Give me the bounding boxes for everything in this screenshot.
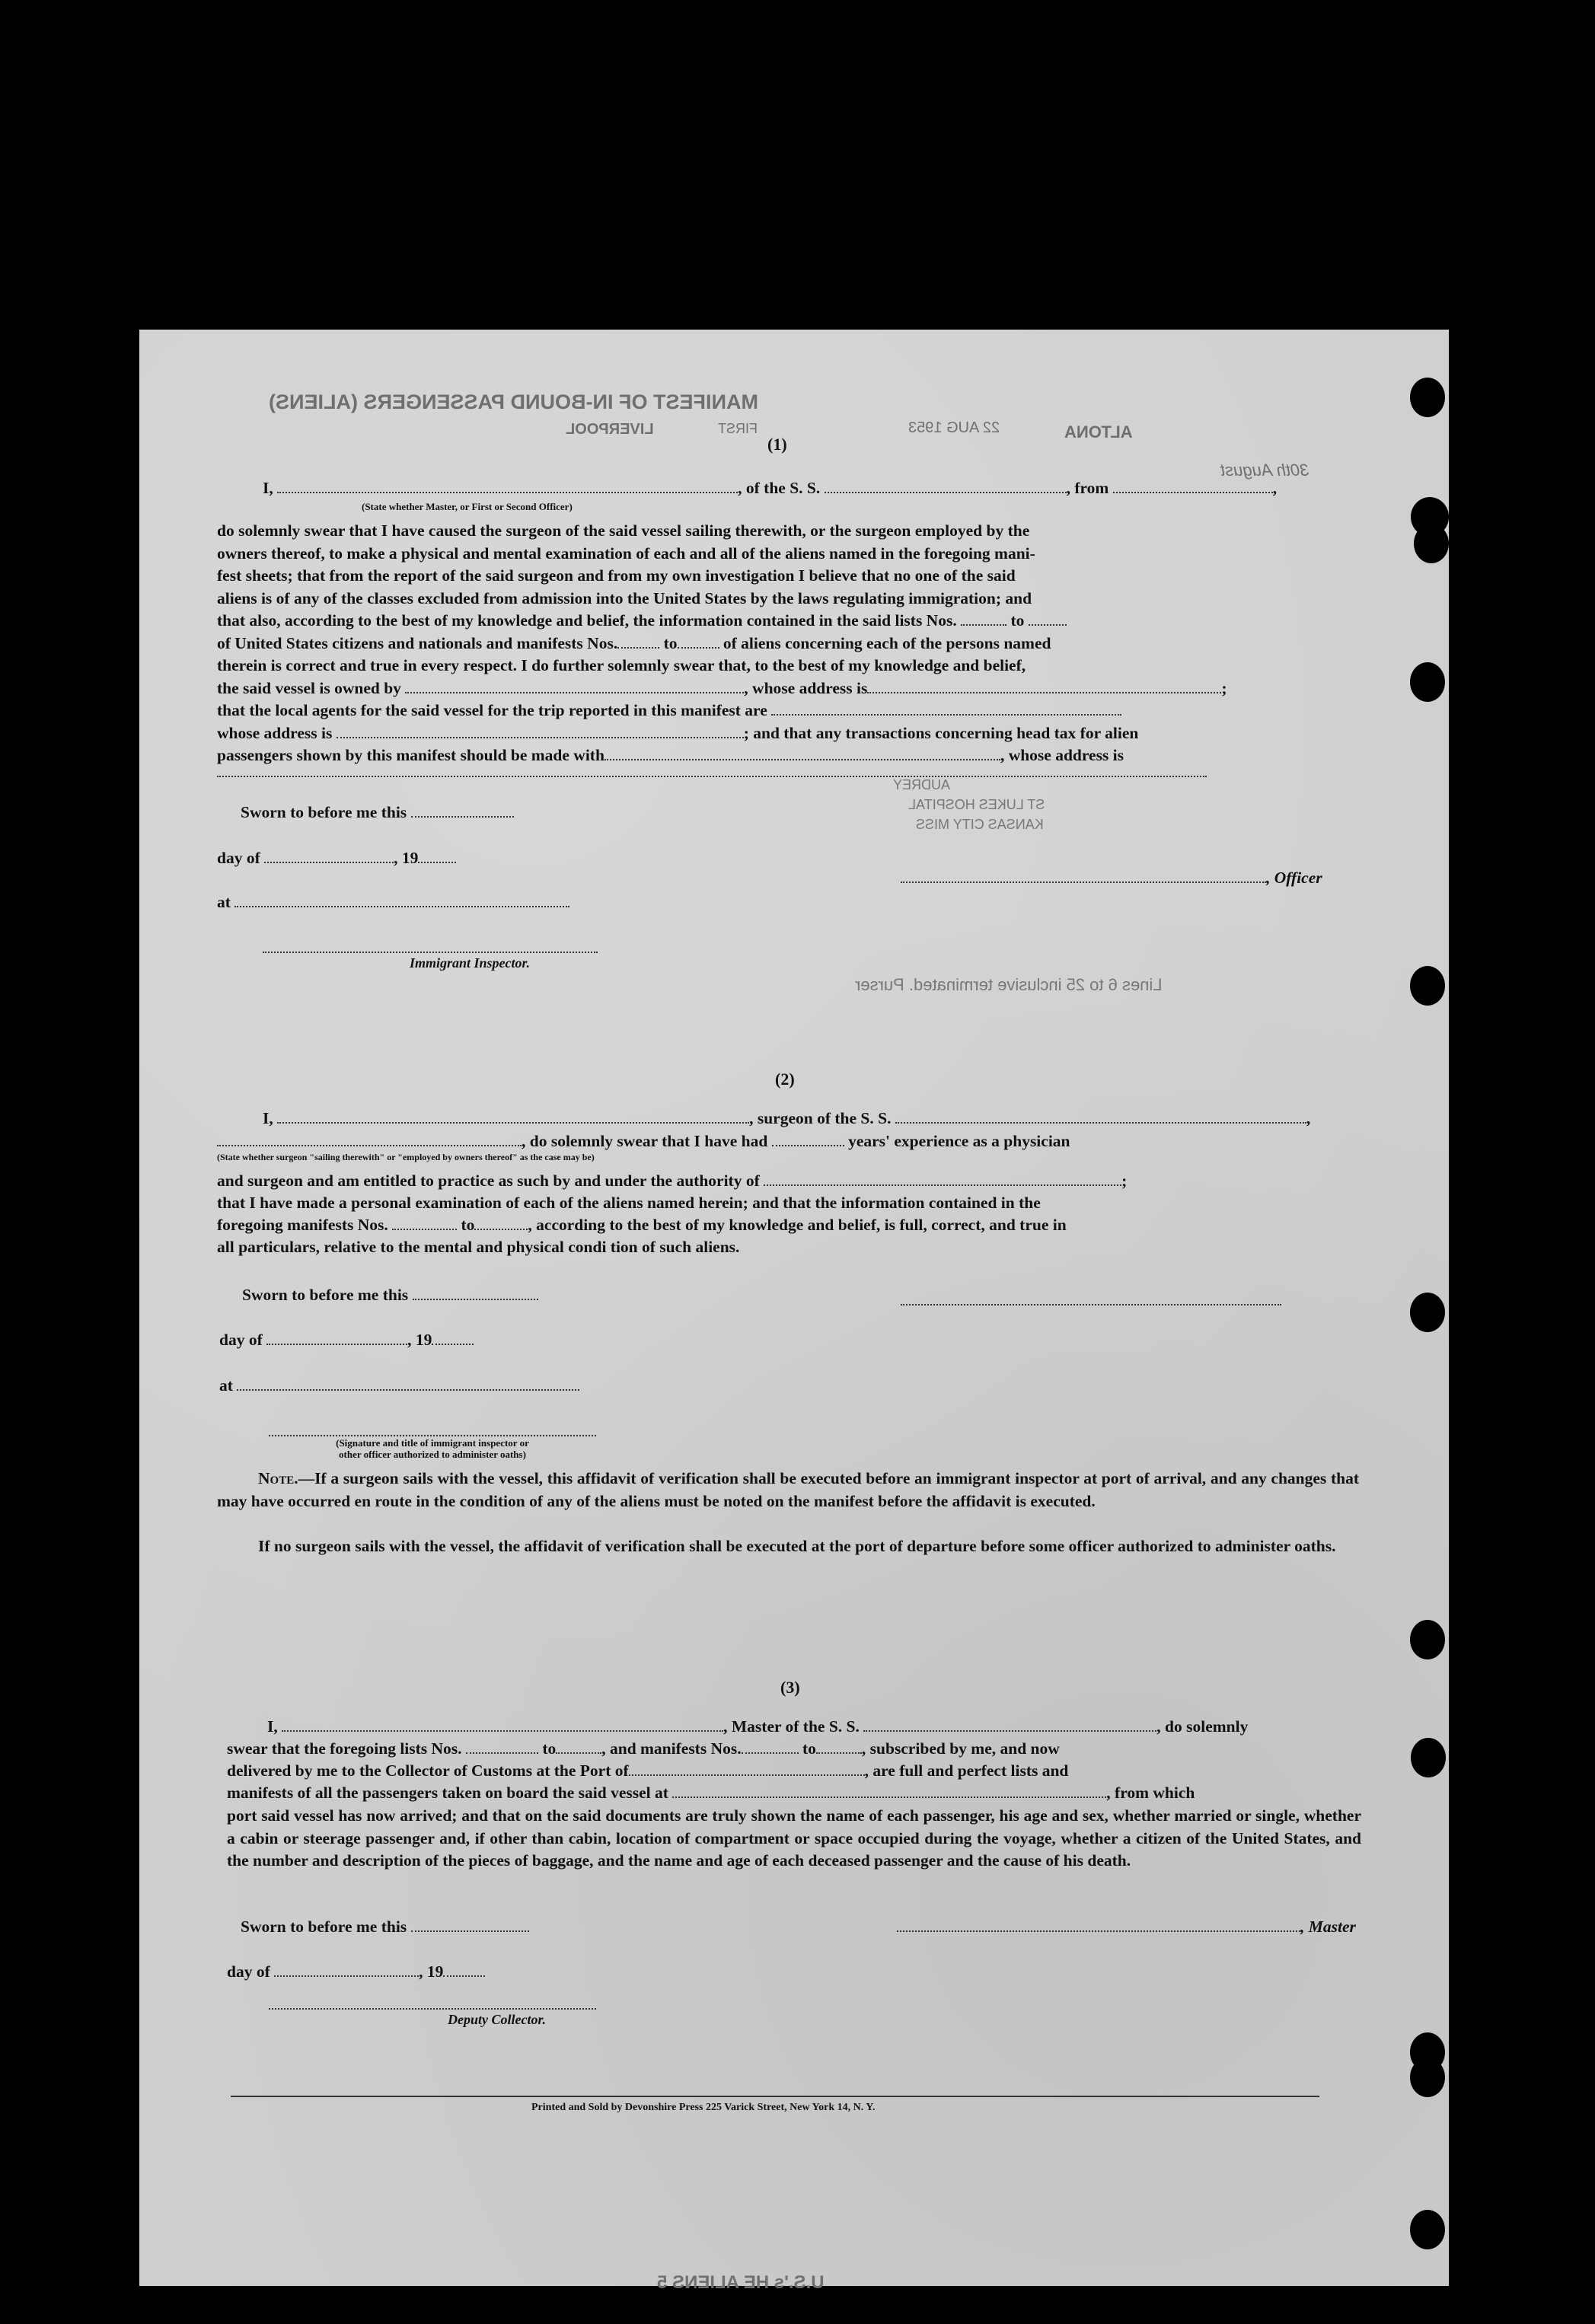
s1-body-line: owners thereof, to make a physical and mental examination of each and all of the aliens named in the foregoing mani- bbox=[217, 544, 1035, 563]
s2-line-exam: that I have made a personal examination of each of the aliens named herein; and that the information contained in the bbox=[217, 1194, 1041, 1212]
s1-immigrant-inspector: Immigrant Inspector. bbox=[410, 955, 531, 971]
section-1-number: (1) bbox=[767, 435, 787, 454]
s3-sworn: Sworn to before me this bbox=[241, 1918, 529, 1937]
bleed-class: FIRST bbox=[718, 421, 758, 436]
binder-hole bbox=[1414, 524, 1449, 563]
manifest-page bbox=[139, 330, 1449, 2293]
s2-line-solemn: , do solemnly swear that I have had years' experience as a physician bbox=[217, 1132, 1070, 1151]
s1-body-line: therein is correct and true in every respect. I do further solemnly swear that, to the best of my knowledge and belief, bbox=[217, 656, 1026, 674]
s1-body-line: fest sheets; that from the report of the said surgeon and from my own investigation I believe that no one of the said bbox=[217, 566, 1016, 585]
bleed-from: LIVERPOOL bbox=[566, 421, 654, 438]
s1-ship-field bbox=[825, 480, 1067, 493]
s2-line-particulars: all particulars, relative to the mental and physical condi tion of such aliens. bbox=[217, 1238, 740, 1256]
s3-body: port said vessel has now arrived; and that on the said documents are truly shown the name of each passenger, his age and sex, whether married or single, whether a cabin or steerage passenger and, if other than cabin, location of compartment or space occupied during the voyage, whether a citizen of the United States, and the number and description of the pieces of baggage, and the name and age of each deceased passenger and the cause of his death. bbox=[227, 1806, 1361, 1870]
binder-hole bbox=[1410, 1620, 1445, 1659]
s1-of-ss: , of the S. S. bbox=[738, 479, 821, 497]
s1-body-line: the said vessel is owned by , whose address is ; bbox=[217, 678, 1227, 697]
section-2-number: (2) bbox=[775, 1070, 795, 1089]
s1-body-line: of United States citizens and nationals and manifests Nos. to of aliens concerning each of the persons named bbox=[217, 633, 1051, 652]
s2-inspector-rule bbox=[269, 1435, 596, 1436]
s3-deputy-collector: Deputy Collector. bbox=[448, 2012, 546, 2027]
s2-line-foregoing: foregoing manifests Nos. to , according to the best of my knowledge and belief, is full, correct, and true in bbox=[217, 1216, 1067, 1234]
s1-body-line: passengers shown by this manifest should be made with , whose address is bbox=[217, 746, 1124, 764]
s1-line-i: I, , of the S. S. , from , bbox=[263, 479, 1278, 497]
binder-hole bbox=[1410, 2210, 1445, 2249]
s1-body-line: do solemnly swear that I have caused the surgeon of the said vessel sailing therewith, or the surgeon employed by the bbox=[217, 521, 1030, 540]
bleed-handwritten: 30th August bbox=[1220, 461, 1309, 480]
s2-note: Note.—If a surgeon sails with the vessel, this affidavit of verification shall be executed before an immigrant inspector at port of arrival, and any changes that may have occurred en route in the condition of any of the aliens must be noted on the manifest before the affidavit is executed. bbox=[217, 1469, 1359, 1510]
s1-at: at bbox=[217, 893, 569, 912]
bleed-title: MANIFEST OF IN-BOUND PASSENGERS (ALIENS) bbox=[269, 391, 759, 413]
s1-inspector-rule bbox=[263, 952, 598, 953]
s2-line-i: I, , surgeon of the S. S. , bbox=[263, 1109, 1311, 1127]
s1-body bbox=[217, 520, 1359, 767]
bleed-date: 22 AUG 1953 bbox=[908, 419, 1000, 436]
s1-from-field bbox=[1113, 480, 1273, 493]
s3-day: day of , 19 bbox=[227, 1962, 485, 1981]
s1-officer-sig: , Officer bbox=[901, 869, 1322, 888]
s2-line-authority: and surgeon and am entitled to practice as such by and under the authority of ; bbox=[217, 1172, 1128, 1190]
s3-line-2: swear that the foregoing lists Nos. to , and manifests Nos. to , subscribed by me, and now bbox=[227, 1739, 1060, 1758]
s3-collector-rule bbox=[269, 2008, 596, 2010]
s1-body-line: that also, according to the best of my knowledge and belief, the information contained in the said lists Nos. to bbox=[217, 610, 1359, 633]
s1-i-label: I, bbox=[263, 479, 273, 497]
s1-body-line: that the local agents for the said vessel for the trip reported in this manifest are bbox=[217, 700, 1359, 722]
s2-note-2: If no surgeon sails with the vessel, the affidavit of verification shall be executed at the port of departure before some officer authorized to administer oaths. bbox=[258, 1537, 1336, 1555]
footer-rule bbox=[231, 2096, 1319, 2097]
s2-signature-rule bbox=[901, 1304, 1281, 1305]
bleed-ship: ALTONA bbox=[1064, 422, 1133, 442]
s3-line-i: I, , Master of the S. S. , do solemnly bbox=[267, 1717, 1249, 1736]
s1-body-line: whose address is ; and that any transactions concerning head tax for alien bbox=[217, 723, 1139, 742]
stamp-bleed: KANSAS CITY MISS bbox=[916, 817, 1044, 832]
binder-hole bbox=[1410, 378, 1445, 417]
stamp-bleed: AUDREY bbox=[893, 777, 951, 792]
s3-line-3: delivered by me to the Collector of Customs at the Port of , are full and perfect lists and bbox=[227, 1761, 1069, 1780]
s2-day: day of , 19 bbox=[219, 1331, 474, 1350]
binder-hole bbox=[1410, 662, 1445, 702]
s3-line-4: manifests of all the passengers taken on board the said vessel at , from which bbox=[227, 1784, 1195, 1802]
binder-hole bbox=[1410, 2058, 1445, 2097]
bleed-bottom: U.S.'s HE ALIENS 5 bbox=[657, 2272, 825, 2293]
s2-at: at bbox=[219, 1376, 579, 1395]
s1-officer-note: (State whether Master, or First or Second Officer) bbox=[362, 501, 573, 512]
s1-day: day of , 19 bbox=[217, 849, 456, 868]
s2-sig-note: (Signature and title of immigrant inspector or other officer authorized to administer oaths) bbox=[336, 1437, 529, 1460]
s3-master-sig: , Master bbox=[897, 1918, 1356, 1937]
s1-sworn: Sworn to before me this bbox=[241, 803, 514, 822]
stamp-bleed: Lines 6 to 25 inclusive terminated. Purser bbox=[855, 975, 1163, 994]
section-3-number: (3) bbox=[780, 1678, 800, 1697]
s2-sworn: Sworn to before me this bbox=[242, 1286, 538, 1305]
printer-credit: Printed and Sold by Devonshire Press 225 Varick Street, New York 14, N. Y. bbox=[531, 2102, 876, 2113]
s1-body-line: aliens is of any of the classes excluded from admission into the United States by the laws regulating immigration; and bbox=[217, 588, 1032, 607]
binder-hole bbox=[1410, 1293, 1445, 1332]
binder-hole bbox=[1410, 966, 1445, 1006]
s1-officer-field bbox=[277, 480, 738, 493]
stamp-bleed: ST LUKES HOSPITAL bbox=[908, 797, 1045, 812]
s1-address-rule bbox=[217, 776, 1207, 777]
s2-surgeon-note: (State whether surgeon "sailing therewith" or "employed by owners thereof" as the case may be) bbox=[217, 1152, 595, 1162]
s1-from: , from bbox=[1066, 479, 1109, 497]
binder-hole bbox=[1411, 1738, 1446, 1777]
